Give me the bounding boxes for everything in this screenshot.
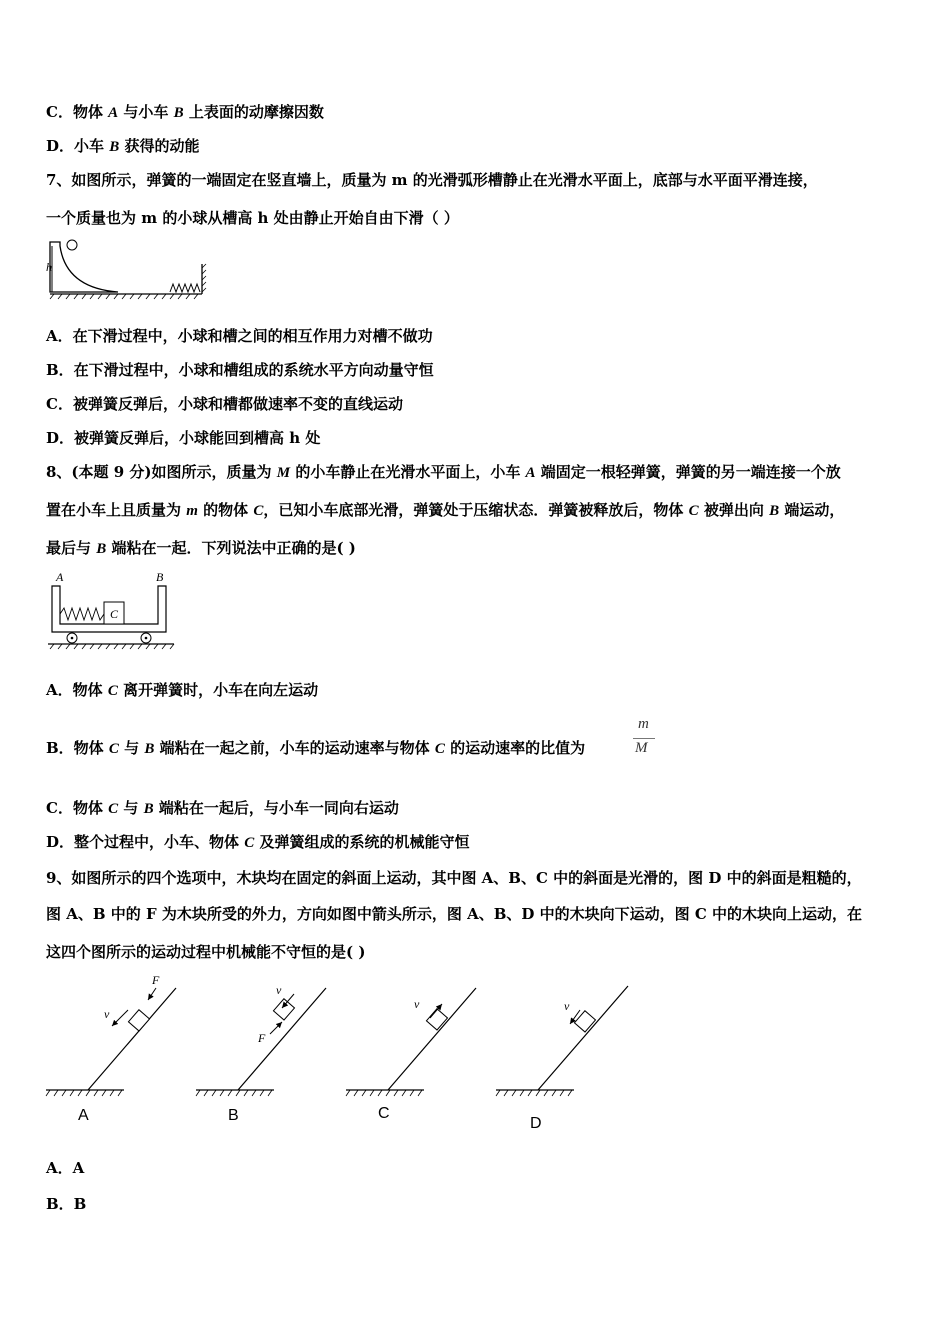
q8-label-a: A [56,570,64,584]
q7-option-b: B．在下滑过程中，小球和槽组成的系统水平方向动量守恒 [46,361,434,379]
svg-text:v: v [276,983,282,997]
q7-ball [67,240,77,250]
fraction-numerator: m [638,716,649,732]
q8-option-d: D．整个过程中，小车、物体 C 及弹簧组成的系统的机械能守恒 [46,833,470,851]
q9-stem-line-1: 9、如图所示的四个选项中，木块均在固定的斜面上运动，其中图 A、B、C 中的斜面是光滑的，图 D 中的斜面是粗糙的， [46,869,862,887]
q6-option-d: D．小车 B 获得的动能 [46,137,200,155]
q8-label-b: B [156,570,164,584]
q9-option-b: B．B [46,1195,87,1213]
q7-figure [44,238,209,300]
svg-text:A: A [78,1107,89,1124]
q7-spring [170,284,200,292]
q7-stem-line-1: 7、如图所示，弹簧的一端固定在竖直墙上，质量为 m 的光滑弧形槽静止在光滑水平面上，底部与水平面平滑连接， [46,171,818,189]
svg-text:F: F [152,973,160,987]
q8-label-c: C [110,607,119,621]
q8-spring [60,608,104,620]
q8-option-b-fraction [633,716,657,762]
q8-figure [44,570,179,652]
q7-option-a: A．在下滑过程中，小球和槽之间的相互作用力对槽不做功 [46,327,433,345]
svg-text:v: v [564,999,570,1013]
q9-figure-d [496,986,628,1132]
q9-stem-line-2: 图 A、B 中的 F 为木块所受的外力，方向如图中箭头所示，图 A、B、D 中的木块向下运动，图 C 中的木块向上运动，在 [46,905,863,923]
q7-arc-slot [50,242,118,292]
svg-text:v: v [104,1007,110,1021]
q9-d-incline [538,986,628,1090]
q6-option-c: C．物体 A 与小车 B 上表面的动摩擦因数 [46,103,324,121]
q8-stem-line-2: 置在小车上且质量为 m 的物体 C，已知小车底部光滑，弹簧处于压缩状态．弹簧被释放后，物体 C 被弹出向 B 端运动， [46,501,845,519]
svg-text:C: C [378,1105,390,1122]
q9-c-block [426,1009,447,1030]
q9-a-block [128,1010,149,1031]
q8-option-c: C．物体 C 与 B 端粘在一起后，与小车一同向右运动 [46,799,399,817]
q9-figure-c [346,988,476,1122]
q7-h-label: h [46,260,52,274]
q8-option-b: B．物体 C 与 B 端粘在一起之前，小车的运动速率与物体 C 的运动速率的比值为 [46,739,586,757]
q9-stem-line-3: 这四个图所示的运动过程中机械能不守恒的是( ) [46,943,366,961]
svg-text:D: D [530,1115,542,1132]
q7-option-d: D．被弹簧反弹后，小球能回到槽高 h 处 [46,429,321,447]
q9-figure-b [196,983,326,1124]
svg-text:B: B [228,1107,239,1124]
fraction-denominator: M [635,740,648,756]
q9-b-force-arrow [270,1022,282,1034]
q8-stem-line-3: 最后与 B 端粘在一起．下列说法中正确的是( ) [46,539,356,557]
q9-a-incline [88,988,176,1090]
q9-option-a: A．A [46,1159,85,1177]
q7-option-c: C．被弹簧反弹后，小球和槽都做速率不变的直线运动 [46,395,403,413]
q9-b-block [273,999,294,1020]
q9-figures [0,970,950,1140]
fraction-bar [633,738,655,739]
q9-c-incline [388,988,476,1090]
svg-text:v: v [414,997,420,1011]
q9-figure-a [46,973,176,1124]
q7-stem-line-2: 一个质量也为 m 的小球从槽高 h 处由静止开始自由下滑（ ） [46,209,459,227]
q9-a-velocity-arrow [112,1010,128,1026]
svg-text:F: F [258,1031,266,1045]
q8-stem-line-1: 8、(本题 9 分)如图所示，质量为 M 的小车静止在光滑水平面上，小车 A 端固定一根轻弹簧，弹簧的另一端连接一个放 [46,463,841,481]
q9-a-force-arrow [148,988,156,1000]
q8-option-a: A．物体 C 离开弹簧时，小车在向左运动 [46,681,319,699]
